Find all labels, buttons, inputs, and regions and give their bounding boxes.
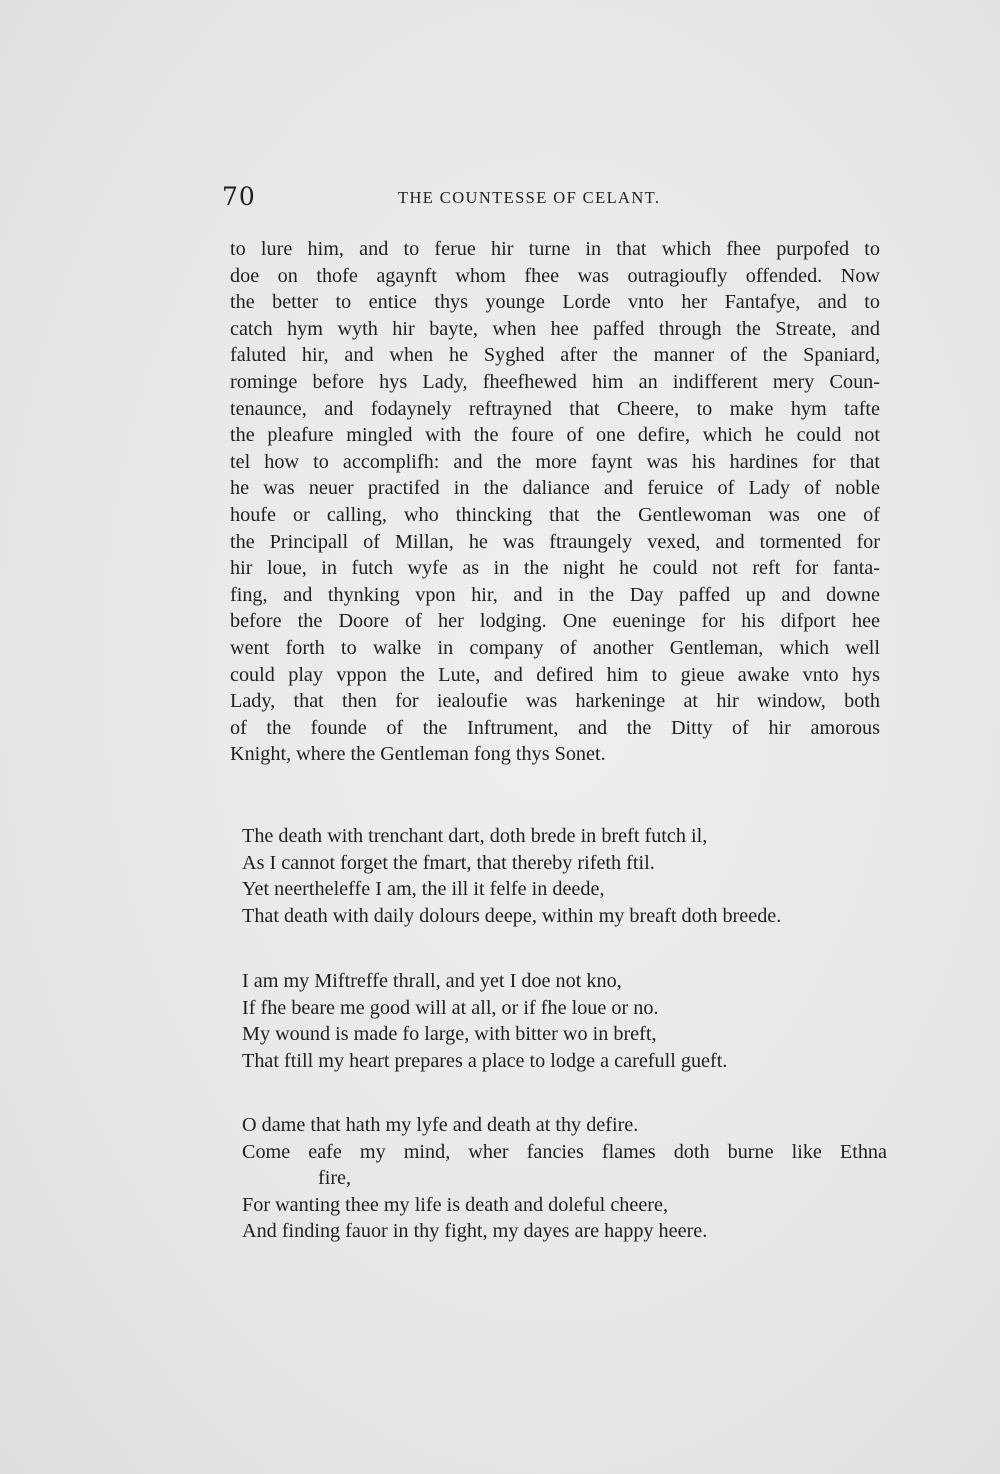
prose-line: tel how to accomplifh: and the more faynt was his hardines for that <box>230 450 880 473</box>
prose-line: the pleafure mingled with the foure of one defire, which he could not <box>230 424 880 447</box>
verse-line: Come eafe my mind, wher fancies flames doth burne like Ethna <box>242 1140 887 1163</box>
verse-line: The death with trenchant dart, doth brede in breft futch il, <box>242 825 708 847</box>
verse-line: That death with daily dolours deepe, within my breaft doth breede. <box>242 904 782 927</box>
prose-line: hir loue, in futch wyfe as in the night he could not reft for fanta- <box>230 557 880 580</box>
verse-line: And finding fauor in thy fight, my dayes are happy heere. <box>242 1220 708 1243</box>
prose-line: doe on thofe agaynft whom fhee was outragioufly offended. Now <box>230 264 880 287</box>
prose-line: the Principall of Millan, he was ftraungely vexed, and tormented for <box>230 530 880 553</box>
verse-line: I am my Miftreffe thrall, and yet I doe not kno, <box>242 970 622 992</box>
prose-line: before the Doore of her lodging. One eueninge for his difport hee <box>230 610 880 633</box>
sonnet-stanza-1 <box>242 823 887 929</box>
verse-line: If fhe beare me good will at all, or if fhe loue or no. <box>242 996 659 1019</box>
verse-line: For wanting thee my life is death and doleful cheere, <box>242 1193 669 1216</box>
sonnet-stanza-2 <box>242 968 887 1074</box>
prose-line: catch hym wyth hir bayte, when hee paffed through the Streate, and <box>230 317 880 340</box>
prose-line: Lady, that then for iealoufie was harkeninge at hir window, both <box>230 690 880 713</box>
prose-line: fing, and thynking vpon hir, and in the Day paffed up and downe <box>230 583 880 606</box>
verse-line: Yet neertheleffe I am, the ill it felfe in deede, <box>242 878 605 901</box>
prose-line: went forth to walke in company of another Gentleman, which well <box>230 636 880 659</box>
page-number: 70 <box>222 182 256 211</box>
verse-line-continuation: fire, <box>318 1167 352 1190</box>
prose-line: of the founde of the Inftrument, and the Ditty of hir amorous <box>230 716 880 739</box>
prose-line: to lure him, and to ferue hir turne in that which fhee purpofed to <box>230 238 880 260</box>
prose-line: the better to entice thys younge Lorde vnto her Fantafye, and to <box>230 291 880 314</box>
prose-line: faluted hir, and when he Syghed after the manner of the Spaniard, <box>230 344 880 367</box>
prose-line: he was neuer practifed in the daliance and feruice of Lady of noble <box>230 477 880 500</box>
prose-line: rominge before hys Lady, fheefhewed him an indifferent mery Coun- <box>230 370 880 393</box>
running-head: THE COUNTESSE OF CELANT. <box>398 188 661 207</box>
verse-line: That ftill my heart prepares a place to lodge a carefull gueft. <box>242 1049 728 1072</box>
verse-line: As I cannot forget the fmart, that thereby rifeth ftil. <box>242 851 655 874</box>
verse-line: O dame that hath my lyfe and death at thy defire. <box>242 1114 639 1136</box>
prose-line: could play vppon the Lute, and defired him to gieue awake vnto hys <box>230 663 880 686</box>
prose-line: houfe or calling, who thincking that the Gentlewoman was one of <box>230 503 880 526</box>
prose-paragraph <box>230 236 880 768</box>
page-header <box>222 182 702 222</box>
verse-line: My wound is made fo large, with bitter wo in breft, <box>242 1023 657 1046</box>
prose-line: tenaunce, and fodaynely reftrayned that Cheere, to make hym tafte <box>230 397 880 420</box>
sonnet-stanza-3 <box>242 1112 887 1245</box>
prose-line: Knight, where the Gentleman fong thys Sonet. <box>230 743 606 766</box>
